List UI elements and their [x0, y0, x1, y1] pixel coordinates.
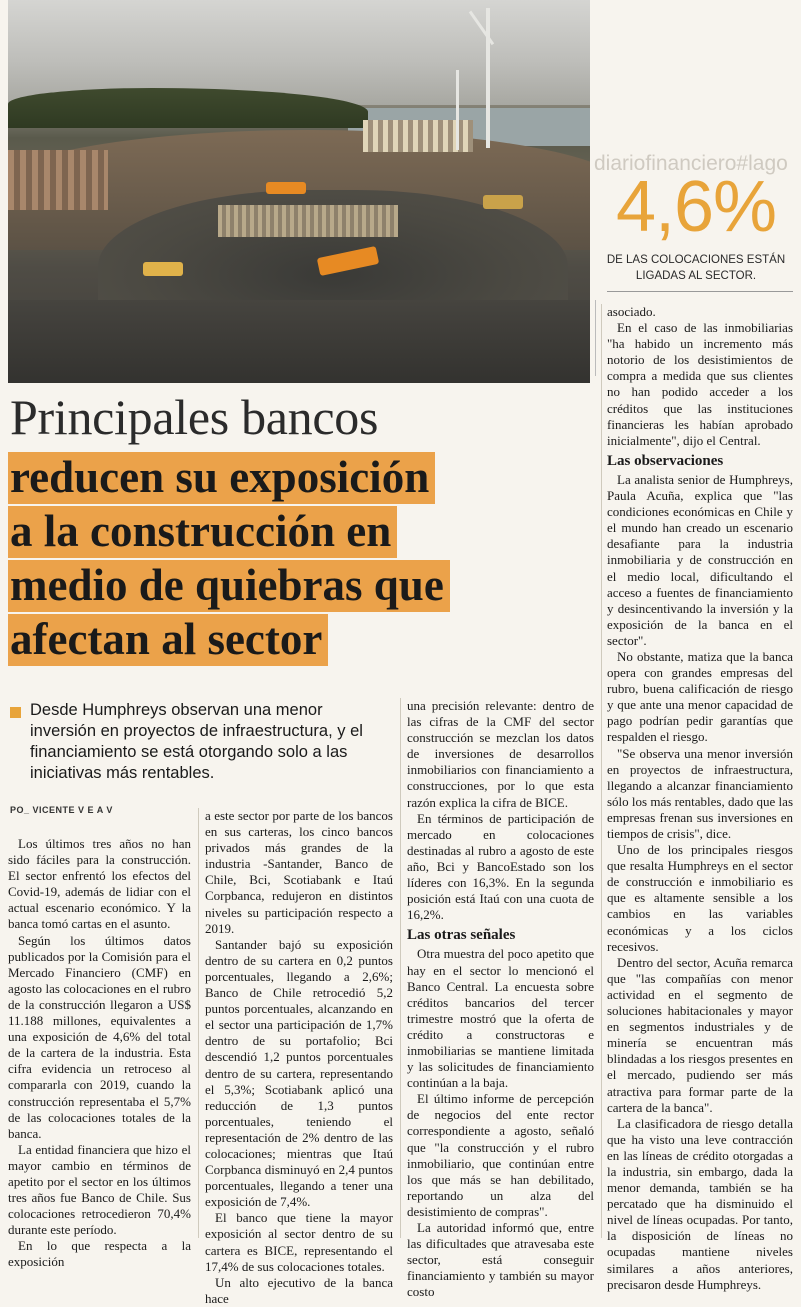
paragraph: En lo que respecta a la exposición	[8, 1238, 191, 1270]
paragraph: Un alto ejecutivo de la banca hace	[205, 1274, 393, 1306]
headline-line4: medio de quiebras que	[8, 560, 450, 612]
paragraph: La analista senior de Humphreys, Paula Acuña, explica que "las condiciones económicas en Chile y el mundo han creado un escenario desafiante para la industria inmobiliaria y de construcción en el medio local, dificultando el acceso a fuentes de financiamiento y desincentivando la inversión y la exposición de la banca en el sector".	[607, 471, 793, 648]
paragraph: a este sector por parte de los bancos en sus carteras, los cinco bancos privados más grandes de la industria -Santander, Banco de Chile, Bci, Scotiabank e Itaú Corpbanca, redujeron en distintos niveles su participación respecto a 2019.	[205, 808, 393, 936]
paragraph: "Se observa una menor inversión en proyectos de infraestructura, llegando a alcanzar financiamiento sólo los más rentables, dado que las empresas frenan sus inversiones en tiempos de crisis", dice.	[607, 745, 793, 841]
paragraph: El banco que tiene la mayor exposición al sector dentro de su cartera es BICE, representando el 17,4% de sus colocaciones totales.	[205, 1210, 393, 1274]
headline-line3: a la construcción en	[8, 506, 397, 558]
headline-line1: Principales bancos	[10, 389, 379, 445]
stat-value: 4,6%	[615, 167, 777, 247]
paragraph: La autoridad informó que, entre las dificultades que atravesaba este sector, está conseguir financiamiento y también su mayor costo	[407, 1220, 594, 1300]
stat-caption-line1: DE LAS COLOCACIONES ESTÁN	[606, 254, 786, 266]
byline: PO_ VICENTE V E A V	[10, 805, 113, 815]
lead-bullet-icon	[10, 707, 21, 718]
stat-caption	[600, 252, 792, 284]
article-column-2	[205, 808, 393, 1307]
article-column-3	[407, 698, 594, 1300]
paragraph: La clasificadora de riesgo detalla que ha visto una leve contracción en las líneas de crédito otorgadas a la industria, sin embargo, dada la menor demanda, también se ha percatado que ha disminuido el nivel de líneas ocupadas. Por tanto, la disposición de líneas no ocupadas mantiene niveles similares a años anteriores, precisaron desde Humphreys.	[607, 1115, 793, 1292]
section-heading: Las observaciones	[607, 452, 724, 469]
paragraph: asociado.	[607, 304, 656, 319]
watermark: diariofinanciero#lago	[594, 152, 788, 175]
section-heading: Las otras señales	[407, 927, 516, 944]
paragraph: Santander bajó su exposición dentro de su cartera en 0,2 puntos porcentuales, llegando a 2,6%; Banco de Chile retrocedió 5,2 puntos porcentuales, alcanzando en el sector una participación de 1,7% dentro de su portafolio; Bci descendió 1,2 puntos porcentuales dentro de su cartera, representando el 5,3%; Scotiabank aplicó una reducción de 1,3 puntos porcentuales, teniendo el representación de 2% dentro de las colocaciones; mientras que Itaú Corpbanca disminuyó en 2,4 puntos porcentuales, llegando a tener una exposición de 7,4%.	[205, 936, 393, 1210]
paragraph: Según los últimos datos publicados por la Comisión para el Mercado Financiero (CMF) en agosto las colocaciones en el rubro de la construcción llegaron a US$ 11.188 millones, equivalentes a una exposición de 4,6% del total de la cartera de la industria. Esta cifra evidencia un retroceso al compararla con 2019, cuando la construcción representaba el 5,7% de las colocaciones totales de la banca.	[8, 932, 191, 1141]
paragraph: una precisión relevante: dentro de las cifras de la CMF del sector construcción se mezclan los datos de inversiones de desarrollos inmobiliarios con financiamiento a construcciones, por lo que esta razón explica la cifra de BICE.	[407, 698, 594, 810]
article-column-1	[8, 836, 191, 1271]
lead-paragraph: Desde Humphreys observan una menor inversión en proyectos de infraestructura, y el financiamiento se está otorgando solo a las iniciativas más rentables.	[30, 701, 363, 782]
paragraph: En términos de participación de mercado en colocaciones destinadas al rubro a agosto de este año, Bci y BancoEstado son los líderes con 16,3%. En la segunda posición está Itaú con una cuota de 16,2%.	[407, 810, 594, 923]
column-divider	[198, 808, 199, 1238]
headline-line2: reducen su exposición	[8, 452, 435, 504]
paragraph: Otra muestra del poco apetito que hay en el sector lo mencionó el Banco Central. La encuesta sobre créditos bancarios del tercer trimestre mostró que la oferta de crédito a constructoras e inmobiliarias se mantiene limitada y las solicitudes de financiamiento continúan a la baja.	[407, 946, 594, 1091]
stat-divider	[607, 291, 793, 292]
headline-highlighted	[8, 451, 450, 667]
paragraph: Dentro del sector, Acuña remarca que "las compañías con menor actividad en el segmento de soluciones habitacionales y mayor en segmentos industriales y de minería se encuentran más blindadas a los riesgos presentes en el mercado, pudiendo ser más atractiva para formar parte de la cartera de la banca".	[607, 954, 793, 1115]
paragraph: Los últimos tres años no han sido fáciles para la construcción. El sector enfrentó los efectos del Covid-19, además de lidiar con el actual escenario económico. Y la banca tomó cartas en el asunto.	[8, 836, 191, 932]
stat-caption-line2: LIGADAS AL SECTOR.	[635, 270, 757, 282]
paragraph: En el caso de las inmobiliarias "ha habido un incremento más notorio de los desistimientos de compra a medida que sus clientes no han podido acceder a los créditos que las instituciones financieras les habían aprobado inicialmente", dijo el Central.	[607, 320, 793, 448]
paragraph: No obstante, matiza que la banca opera con grandes empresas del rubro, buena calificación de riesgo y que ante una menor capacidad de pago podrían pedir garantías que respalden el riesgo.	[607, 648, 793, 745]
construction-site-photo	[8, 0, 590, 383]
column-divider	[595, 300, 596, 376]
article-column-4	[607, 304, 793, 1293]
headline-line5: afectan al sector	[8, 614, 328, 666]
column-divider	[400, 698, 401, 1238]
paragraph: La entidad financiera que hizo el mayor cambio en términos de apetito por el sector en los últimos tres años fue Banco de Chile. Sus colocaciones retrocedieron 70,4% durante este período.	[8, 1141, 191, 1238]
paragraph: Uno de los principales riesgos que resalta Humphreys en el sector de construcción e inmobiliario es que es altamente sensible a los cambios en las variables económicas y a los ciclos recesivos.	[607, 842, 793, 954]
column-divider	[601, 304, 602, 1238]
paragraph: El último informe de percepción de negocios del ente rector correspondiente a agosto, señaló que "la construcción y el rubro inmobiliario, que continúan entre los que más se han debilitado, reportando un alza del desistimiento de compras".	[407, 1091, 594, 1219]
